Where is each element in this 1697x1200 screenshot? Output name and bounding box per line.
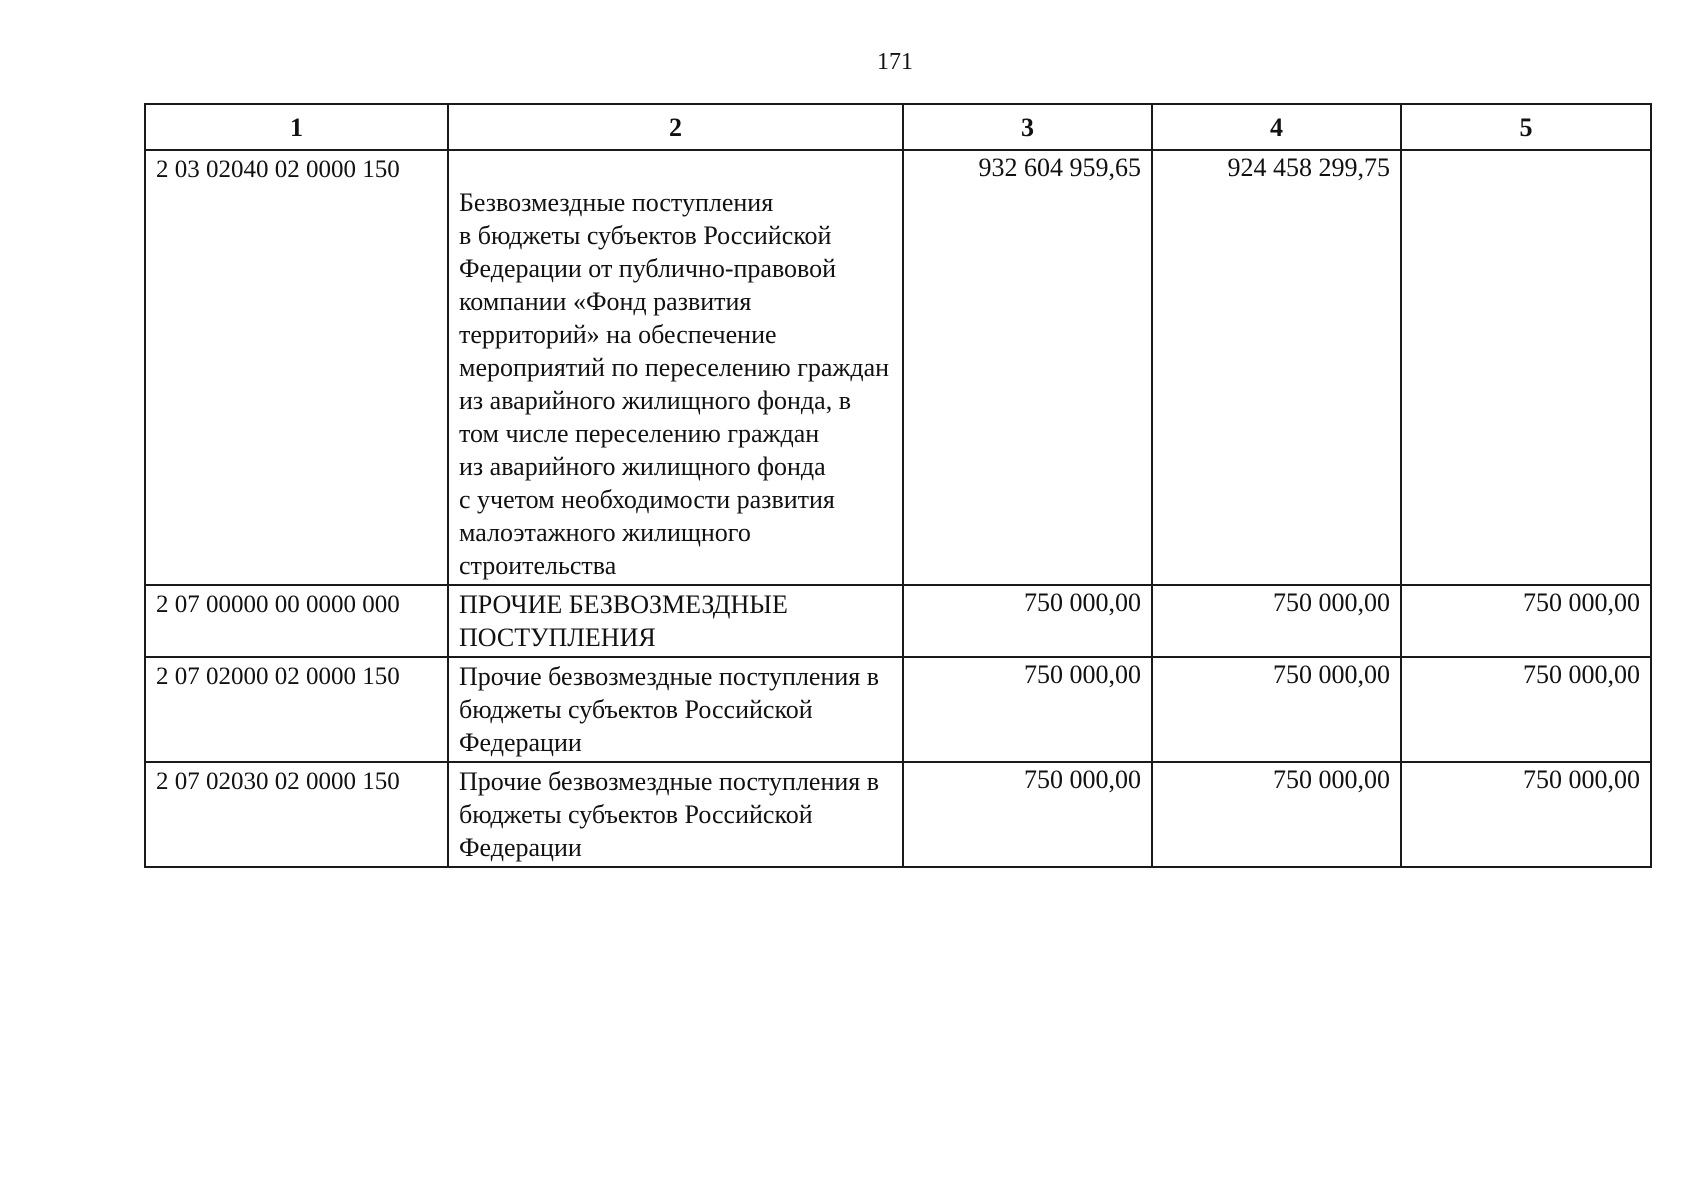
amount-col-4: 750 000,00 <box>1152 657 1401 762</box>
table-row <box>145 150 1651 585</box>
header-col-2: 2 <box>448 104 903 150</box>
table-row <box>145 585 1651 657</box>
amount-col-5: 750 000,00 <box>1401 585 1651 657</box>
table-row <box>145 762 1651 867</box>
amount-col-3: 750 000,00 <box>903 762 1152 867</box>
header-col-5: 5 <box>1401 104 1651 150</box>
income-name: Прочие безвозмездные поступления в бюджеты субъектов Российской Федерации <box>448 657 903 762</box>
header-col-1: 1 <box>145 104 448 150</box>
income-name: ПРОЧИЕ БЕЗВОЗМЕЗДНЫЕ ПОСТУПЛЕНИЯ <box>448 585 903 657</box>
budget-table <box>144 103 1652 868</box>
budget-code: 2 07 02000 02 0000 150 <box>145 657 448 762</box>
amount-col-5 <box>1401 150 1651 585</box>
amount-col-3: 750 000,00 <box>903 657 1152 762</box>
income-name <box>448 150 903 585</box>
amount-col-5: 750 000,00 <box>1401 657 1651 762</box>
table-row <box>145 657 1651 762</box>
table-header-row <box>145 104 1651 150</box>
amount-col-4: 750 000,00 <box>1152 585 1401 657</box>
amount-col-4: 750 000,00 <box>1152 762 1401 867</box>
amount-col-5: 750 000,00 <box>1401 762 1651 867</box>
amount-col-3: 932 604 959,65 <box>903 150 1152 585</box>
header-col-4: 4 <box>1152 104 1401 150</box>
budget-code: 2 07 00000 00 0000 000 <box>145 585 448 657</box>
budget-code: 2 03 02040 02 0000 150 <box>145 150 448 585</box>
income-name-text: Безвозмездные поступления в бюджеты субъектов Российской Федерации от публично-правовой компании «Фонд развития территорий» на обеспечение мероприятий по переселению граждан из аварийного жилищного фонда, в том числе переселению граждан из аварийного жилищного фонда с учетом необходимости развития малоэтажного жилищного строительства <box>459 188 890 580</box>
budget-code: 2 07 02030 02 0000 150 <box>145 762 448 867</box>
amount-col-4: 924 458 299,75 <box>1152 150 1401 585</box>
income-name: Прочие безвозмездные поступления в бюджеты субъектов Российской Федерации <box>448 762 903 867</box>
amount-col-3: 750 000,00 <box>903 585 1152 657</box>
header-col-3: 3 <box>903 104 1152 150</box>
page-number: 171 <box>877 49 913 75</box>
